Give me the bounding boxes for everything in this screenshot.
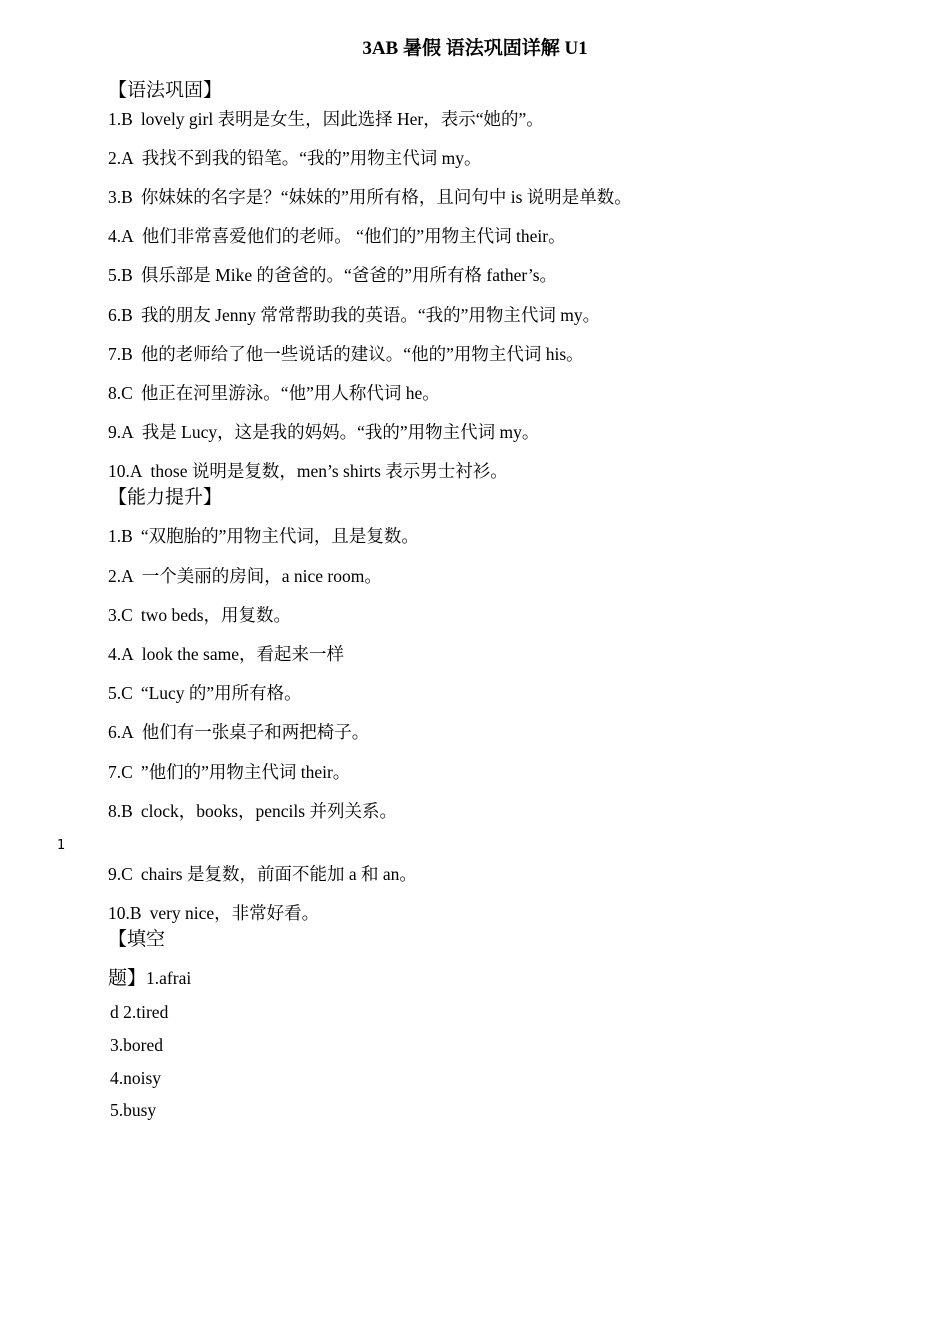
answer-number: 4.A: [108, 226, 134, 246]
answer-line: [108, 263, 557, 287]
fill-blank-heading-continuation: 题】: [108, 967, 147, 989]
fill-blank-line: [108, 966, 191, 990]
answer-line: [108, 459, 508, 483]
answer-line: [108, 303, 600, 327]
section-heading-fill-blank: 【填空: [108, 928, 166, 950]
page-number: 1: [57, 838, 66, 853]
answer-explanation: 一个美丽的房间，a nice room。: [141, 566, 382, 586]
answer-line: [108, 862, 417, 886]
answer-number: 5.B: [108, 265, 133, 285]
answer-line: [108, 799, 397, 823]
answer-number: 8.B: [108, 801, 133, 821]
answer-number: 6.B: [108, 305, 133, 325]
answer-number: 10.A: [108, 461, 143, 481]
answer-explanation: ”他们的”用物主代词 their。: [140, 762, 351, 782]
answer-explanation: 他正在河里游泳。“他”用人称代词 he。: [140, 383, 440, 403]
answer-number: 7.C: [108, 762, 133, 782]
answer-explanation: clock，books，pencils 并列关系。: [140, 801, 397, 821]
answer-explanation: 他们有一张桌子和两把椅子。: [141, 722, 370, 742]
answer-number: 3.B: [108, 187, 133, 207]
answer-line: [108, 524, 419, 548]
answer-line: [108, 603, 291, 627]
answer-explanation: 你妹妹的名字是？“妹妹的”用所有格，且问句中 is 说明是单数。: [140, 187, 632, 207]
answer-explanation: “双胞胎的”用物主代词，且是复数。: [140, 526, 419, 546]
answer-explanation: two beds，用复数。: [140, 605, 292, 625]
answer-explanation: “Lucy 的”用所有格。: [140, 683, 302, 703]
fill-blank-answer: 1.afrai: [146, 968, 192, 988]
answer-number: 9.A: [108, 422, 134, 442]
answer-line: [108, 642, 344, 666]
answer-line: [108, 224, 566, 248]
answer-explanation: 我是 Lucy，这是我的妈妈。“我的”用物主代词 my。: [141, 422, 540, 442]
answer-number: 8.C: [108, 383, 133, 403]
answer-line: [108, 760, 350, 784]
fill-blank-answer: 4.noisy: [110, 1068, 162, 1088]
answer-number: 10.B: [108, 903, 142, 923]
page-title: 3AB 暑假 语法巩固详解 U1: [362, 38, 588, 59]
answer-line: [108, 681, 302, 705]
answer-number: 4.A: [108, 644, 134, 664]
answer-number: 3.C: [108, 605, 133, 625]
answer-number: 1.B: [108, 109, 133, 129]
answer-number: 6.A: [108, 722, 134, 742]
answer-line: [108, 420, 539, 444]
answer-number: 7.B: [108, 344, 133, 364]
fill-blank-answer: 3.bored: [110, 1035, 163, 1055]
answer-number: 1.B: [108, 526, 133, 546]
answer-explanation: look the same，看起来一样: [141, 644, 344, 664]
section-heading-ability: 【能力提升】: [108, 486, 223, 508]
answer-line: [108, 901, 319, 925]
answer-explanation: chairs 是复数，前面不能加 a 和 an。: [140, 864, 417, 884]
answer-number: 2.A: [108, 566, 134, 586]
answer-explanation: 他们非常喜爱他们的老师。 “他们的”用物主代词 their。: [141, 226, 566, 246]
answer-number: 9.C: [108, 864, 133, 884]
fill-blank-answer: d 2.tired: [110, 1002, 169, 1022]
answer-line: [108, 381, 440, 405]
answer-explanation: 我找不到我的铅笔。“我的”用物主代词 my。: [141, 148, 482, 168]
answer-line: [108, 342, 584, 366]
answer-line: [108, 720, 369, 744]
answer-line: [108, 564, 382, 588]
answer-explanation: lovely girl 表明是女生，因此选择 Her，表示“她的”。: [140, 109, 544, 129]
section-heading-grammar: 【语法巩固】: [108, 79, 223, 101]
answer-explanation: 他的老师给了他一些说话的建议。“他的”用物主代词 his。: [140, 344, 584, 364]
answer-number: 2.A: [108, 148, 134, 168]
answer-line: [108, 107, 544, 131]
answer-explanation: very nice，非常好看。: [149, 903, 320, 923]
answer-explanation: 我的朋友 Jenny 常常帮助我的英语。“我的”用物主代词 my。: [140, 305, 601, 325]
answer-number: 5.C: [108, 683, 133, 703]
fill-blank-answer: 5.busy: [110, 1100, 157, 1120]
answer-explanation: those 说明是复数，men’s shirts 表示男士衬衫。: [150, 461, 508, 481]
answer-explanation: 俱乐部是 Mike 的爸爸的。“爸爸的”用所有格 father’s。: [140, 265, 558, 285]
answer-line: [108, 146, 482, 170]
answer-line: [108, 185, 632, 209]
